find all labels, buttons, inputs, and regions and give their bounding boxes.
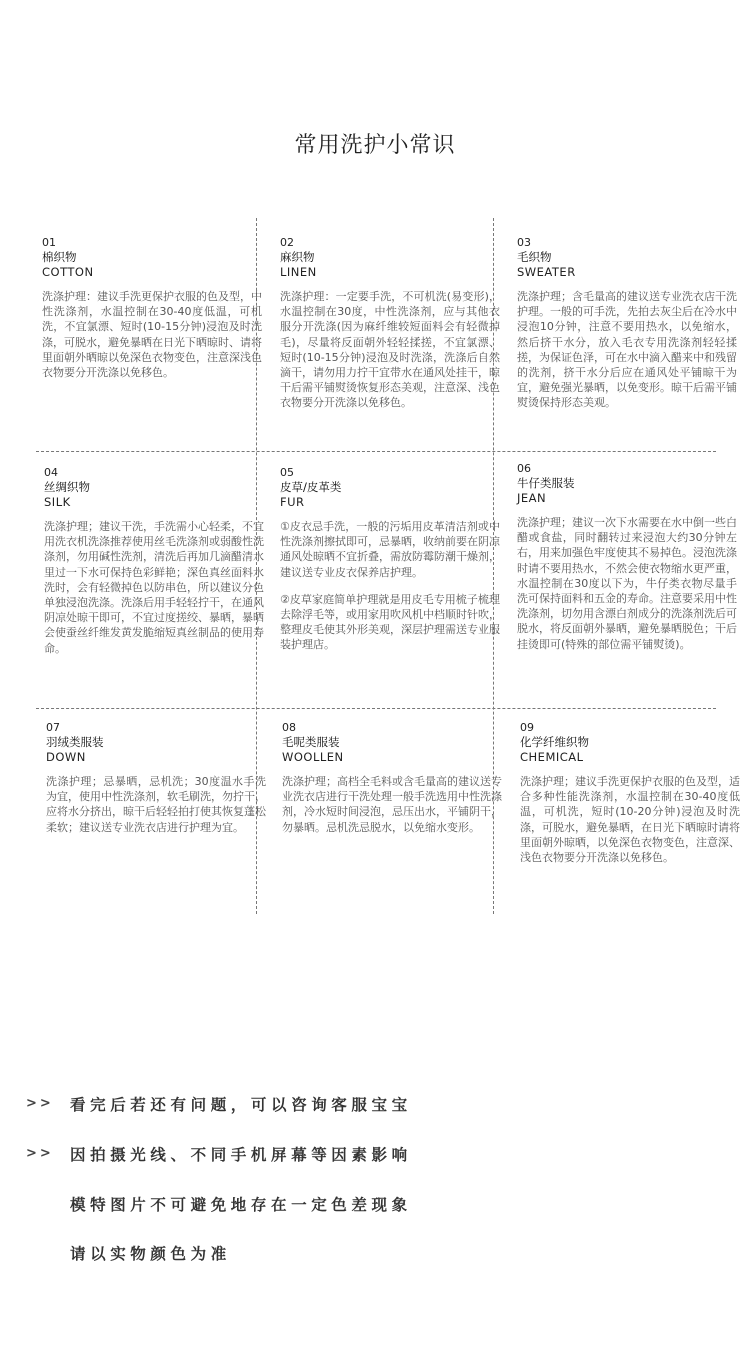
care-card-linen [280, 236, 500, 423]
card-number: 09 [520, 721, 534, 734]
footer-line: 请以实物颜色为准 [70, 1245, 231, 1263]
arrow-marker: >> [26, 1146, 54, 1161]
card-name-en: WOOLLEN [282, 750, 344, 764]
card-number: 07 [46, 721, 60, 734]
grid-divider [36, 708, 716, 709]
card-paragraph: 洗涤护理：一定要手洗，不可机洗(易变形)，水温控制在30度，中性洗涤剂，应与其他衣服分开洗涤(因为麻纤维较短面料会有轻微掉毛)，尽量将反面朝外轻轻揉搓，不宜氯漂、短时(10-15分钟)浸泡及时洗涤，洗涤后自然滴干，请勿用力拧干宜带水在通风处挂干，晾干后需平铺熨烫恢复形态美观，注意深、浅色衣物要分开洗涤以免移色。 [280, 290, 500, 410]
care-grid [36, 218, 740, 914]
card-body [520, 774, 740, 865]
card-name-en: DOWN [46, 750, 86, 764]
card-name-cn: 牛仔类服装 [517, 476, 575, 490]
card-paragraph: ②皮草家庭简单护理就是用皮毛专用梳子梳理去除浮毛等，或用家用吹风机中档顺时针吹，整理皮毛使其外形美观，深层护理需送专业服装护理店。 [280, 592, 500, 652]
card-name-cn: 皮草/皮革类 [280, 480, 342, 494]
card-paragraph: 洗涤护理；建议干洗，手洗需小心轻柔，不宜用洗衣机洗涤推荐使用丝毛洗涤剂或弱酸性洗涤剂，勿用碱性洗剂，清洗后再加几滴醋清水里过一下水可保持色彩鲜艳；深色真丝面料水洗时，会有轻微掉色以防串色，所以建议分色单独浸泡洗涤。洗涤后用手轻轻拧干，在通风阴凉处晾干即可，不宜过度搓绞、暴晒，暴晒会使蚕丝纤维发黄发脆缩短真丝制品的使用寿命。 [44, 520, 264, 655]
card-name-en: LINEN [280, 265, 317, 279]
card-number: 05 [280, 466, 294, 479]
card-body [42, 289, 262, 380]
page-title: 常用洗护小常识 [294, 133, 456, 158]
card-name-cn: 毛织物 [517, 250, 552, 264]
card-name-en: FUR [280, 495, 305, 509]
card-number: 06 [517, 462, 531, 475]
care-card-chemical [520, 721, 740, 877]
card-paragraph: 洗涤护理：建议手洗更保护衣服的色及型，中性洗涤剂，水温控制在30-40度低温，可机洗，不宜氯漂、短时(10-15分钟)浸泡及时洗涤，可脱水，避免暴晒在日光下晒晾时、请将里面朝外晒晾以免深色衣物变色，注意深浅色衣物要分开洗涤以免移色。 [42, 290, 262, 380]
card-name-en: SWEATER [517, 265, 576, 279]
card-body [44, 519, 264, 656]
care-card-silk [44, 466, 264, 668]
card-name-en: CHEMICAL [520, 750, 584, 764]
card-number: 04 [44, 466, 58, 479]
card-name-cn: 羽绒类服装 [46, 735, 104, 749]
card-body [280, 519, 500, 653]
footer-line: 因拍摄光线、不同手机屏幕等因素影响 [70, 1146, 412, 1164]
card-name-cn: 化学纤维织物 [520, 735, 589, 749]
card-paragraph: 洗涤护理；含毛量高的建议送专业洗衣店干洗护理。一般的可手洗，先拍去灰尘后在冷水中浸泡10分钟，注意不要用热水，以免缩水，然后挤干水分，放入毛衣专用洗涤剂轻轻揉搓，为保证色泽，可在水中滴入醋来中和残留的洗剂，挤干水分后应在通风处平铺晾干为宜，避免强光暴晒，以免变形。晾干后需平铺熨烫保持形态美观。 [517, 290, 737, 410]
card-body [280, 289, 500, 411]
care-card-cotton [42, 236, 262, 392]
arrow-marker: >> [26, 1096, 54, 1111]
grid-divider [36, 451, 716, 452]
footer-line: 看完后若还有问题，可以咨询客服宝宝 [70, 1096, 412, 1114]
card-name-cn: 棉织物 [42, 250, 77, 264]
card-name-cn: 毛呢类服装 [282, 735, 340, 749]
card-number: 02 [280, 236, 294, 249]
card-body [517, 289, 737, 411]
card-number: 03 [517, 236, 531, 249]
care-card-sweater [517, 236, 737, 423]
card-body [46, 774, 266, 835]
card-body [282, 774, 502, 835]
care-card-jean [517, 462, 737, 664]
card-paragraph: 洗涤护理；忌暴晒，忌机洗；30度温水手洗为宜，使用中性洗涤剂，软毛刷洗，勿拧干，应将水分挤出，晾干后轻轻拍打使其恢复蓬松柔软；建议送专业洗衣店进行护理为宜。 [46, 775, 266, 834]
card-name-en: JEAN [517, 491, 547, 505]
card-name-cn: 丝绸织物 [44, 480, 90, 494]
footer-line: 模特图片不可避免地存在一定色差现象 [70, 1196, 412, 1214]
card-name-en: COTTON [42, 265, 94, 279]
card-name-en: SILK [44, 495, 71, 509]
care-card-fur [280, 466, 500, 665]
card-number: 01 [42, 236, 56, 249]
care-card-woollen [282, 721, 502, 847]
card-paragraph: 洗涤护理；建议手洗更保护衣服的色及型，适合多种性能洗涤剂，水温控制在30-40度低温，可机洗，短时(10-20分钟)浸泡及时洗涤，可脱水，避免暴晒，在日光下晒晾时请将里面朝外晾晒，以免深色衣物变色，注意深、浅色衣物要分开洗涤以免移色。 [520, 775, 740, 865]
card-paragraph: 洗涤护理；高档全毛料或含毛量高的建议送专业洗衣店进行干洗处理一般手洗选用中性洗涤剂，冷水短时间浸泡，忌压出水，平铺阴干，勿暴晒。忌机洗忌脱水，以免缩水变形。 [282, 775, 502, 834]
card-number: 08 [282, 721, 296, 734]
card-paragraph: 洗涤护理；建议一次下水需要在水中倒一些白醋或食盐，同时翻转过来浸泡大约30分钟左右，用来加强色牢度使其不易掉色。浸泡洗涤时请不要用热水，不然会使衣物缩水更严重，水温控制在30度以下为，牛仔类衣物尽量手洗可保持面料和五金的寿命。注意要采用中性洗涤剂，切勿用含漂白剂成分的洗涤剂洗后可脱水，将反面朝外暴晒，避免暴晒脱色；干后挂烫即可(特殊的部位需平铺熨烫)。 [517, 516, 737, 651]
card-name-cn: 麻织物 [280, 250, 315, 264]
card-paragraph: ①皮衣忌手洗，一般的污垢用皮革清洁剂或中性洗涤剂擦拭即可，忌暴晒，收纳前要在阴凉通风处晾晒不宜折叠，需放防霉防潮干燥剂，建议送专业皮衣保养店护理。 [280, 520, 500, 579]
care-card-down [46, 721, 266, 847]
card-body [517, 515, 737, 652]
